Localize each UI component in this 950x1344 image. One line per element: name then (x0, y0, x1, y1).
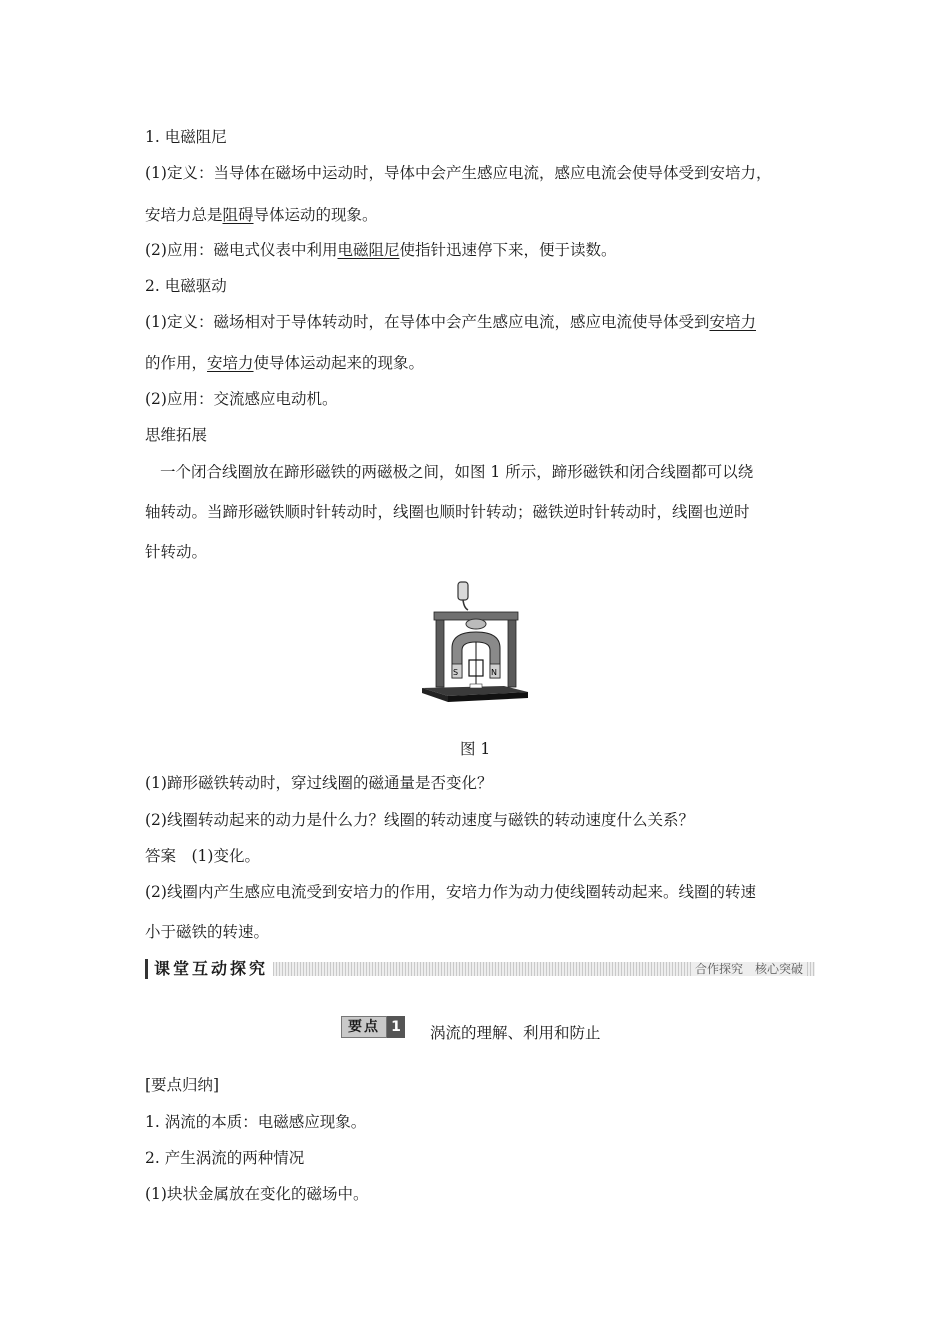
summary-heading: [要点归纳] (145, 1076, 220, 1094)
figure-caption: 图 1 (460, 740, 491, 758)
text-span: (2)应用：磁电式仪表中利用 (145, 241, 338, 259)
section-1-definition-line-1: (1)定义：当导体在磁场中运动时，导体中会产生感应电流，感应电流会使导体受到安培力， (145, 164, 772, 182)
question-1: (1)蹄形磁铁转动时，穿过线圈的磁通量是否变化？ (145, 774, 493, 792)
extension-paragraph-line-1: 一个闭合线圈放在蹄形磁铁的两磁极之间，如图 1 所示，蹄形磁铁和闭合线圈都可以绕 (160, 463, 754, 481)
extension-heading: 思维拓展 (145, 426, 208, 444)
section-1-definition-line-2 (145, 205, 378, 225)
svg-text:S: S (453, 668, 459, 677)
banner-subtitle: 合作探究 核心突破 (694, 962, 803, 976)
banner-title: 课堂互动探究 (145, 959, 272, 979)
answer-2-line-1: (2)线圈内产生感应电流受到安培力的作用，安培力作为动力使线圈转动起来。线圈的转速 (145, 883, 756, 901)
section-2-definition-line-2 (145, 353, 424, 373)
section-2-definition-line-1 (145, 312, 756, 332)
text-span: (1)定义：磁场相对于导体转动时，在导体中会产生感应电流，感应电流使导体受到 (145, 313, 710, 331)
text-span: 安培力总是 (145, 206, 223, 224)
section-2-application: (2)应用：交流感应电动机。 (145, 390, 338, 408)
key-point-badge (341, 1016, 405, 1038)
answer-1: 答案 (1)变化。 (145, 847, 260, 865)
text-span: 使指针迅速停下来，便于读数。 (399, 241, 617, 259)
underlined-term: 安培力 (207, 354, 254, 372)
section-1-title: 1. 电磁阻尼 (145, 128, 227, 146)
extension-paragraph-line-2: 轴转动。当蹄形磁铁顺时针转动时，线圈也顺时针转动；磁铁逆时针转动时，线圈也逆时 (145, 503, 750, 521)
text-span: 导体运动的现象。 (253, 206, 378, 224)
svg-text:N: N (491, 668, 497, 677)
underlined-term: 阻碍 (222, 206, 254, 224)
extension-paragraph-line-3: 针转动。 (145, 543, 208, 561)
summary-line-1: 1. 涡流的本质：电磁感应现象。 (145, 1113, 367, 1131)
underlined-term: 安培力 (709, 313, 756, 331)
section-1-application (145, 240, 617, 260)
section-banner (145, 959, 815, 979)
key-point-title: 涡流的理解、利用和防止 (430, 1024, 601, 1042)
underlined-term: 电磁阻尼 (337, 241, 400, 259)
text-span: 使导体运动起来的现象。 (253, 354, 425, 372)
horseshoe-magnet-coil-figure (420, 580, 530, 705)
summary-line-2: 2. 产生涡流的两种情况 (145, 1149, 305, 1167)
section-2-title: 2. 电磁驱动 (145, 277, 227, 295)
question-2: (2)线圈转动起来的动力是什么力？线圈的转动速度与磁铁的转动速度什么关系？ (145, 811, 694, 829)
summary-line-3: (1)块状金属放在变化的磁场中。 (145, 1185, 369, 1203)
text-span: 的作用， (145, 354, 208, 372)
answer-2-line-2: 小于磁铁的转速。 (145, 923, 270, 941)
key-point-number: 1 (387, 1016, 405, 1038)
key-point-label: 要点 (341, 1016, 387, 1038)
